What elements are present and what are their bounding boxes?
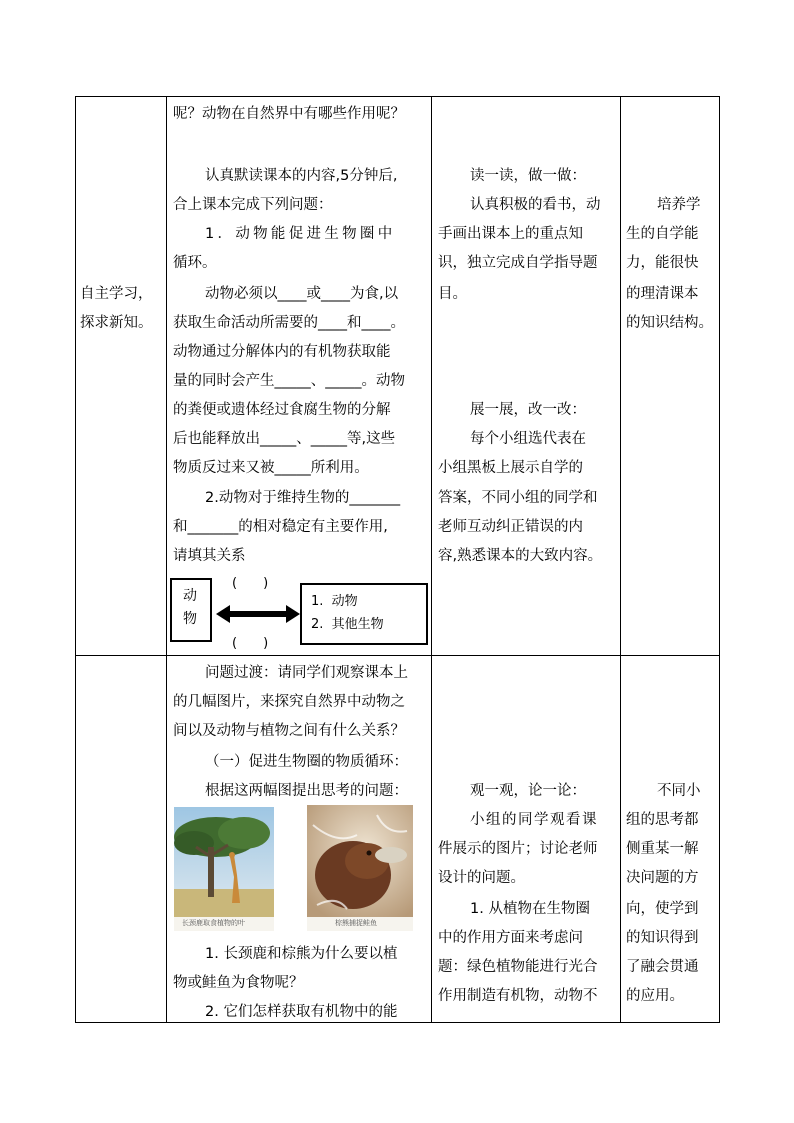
teacher2-t7: 物或鲑鱼为食物呢？ [173,975,304,991]
intent2-i1: 不同小 [657,783,701,799]
question1-l2: 循环。 [173,255,217,271]
question2-l3: 请填其关系 [173,548,246,564]
student2-s3: 件展示的图片；讨论老师 [438,841,598,857]
intent-l2: 生的自学能 [626,226,699,242]
student-b3: 小组黑板上展示自学的 [438,460,583,476]
bear-photo [307,805,413,931]
student-a5: 目。 [438,286,467,302]
table-border-left [75,96,76,1022]
teacher2-t4: （一）促进生物圈的物质循环： [205,754,408,770]
student2-s6: 中的作用方面来考虑问 [438,930,583,946]
student2-s2: 小组的同学观看课 [470,812,598,828]
teacher-text-top: 呢？动物在自然界中有哪些作用呢？ [173,106,405,122]
para1-l3: 动物通过分解体内的有机物获取能 [173,344,391,360]
student2-s5: 1. 从植物在生物圈 [470,901,590,917]
diagram-paren-top: ( ) [232,576,269,591]
intent-l4: 的理清课本 [626,286,699,302]
teacher2-t6: 1. 长颈鹿和棕熊为什么要以植 [205,946,398,962]
bear-image-icon [307,805,413,931]
teacher2-t8: 2. 它们怎样获取有机物中的能 [205,1004,398,1020]
student-b6: 容,熟悉课本的大致内容。 [438,548,603,564]
intent2-i8: 的应用。 [626,988,684,1004]
intent-l1: 培养学 [657,197,701,213]
table-border-top [75,96,720,97]
teacher-intro-l1: 认真默读课本的内容,5分钟后, [205,168,398,184]
student2-s1: 观一观，论一论： [470,783,586,799]
table-col-divider-1 [166,96,167,1022]
giraffe-image-icon [174,807,274,931]
para1-l7: 物质反过来又被_____所利用。 [173,460,369,476]
para1-l4: 量的同时会产生_____、_____。动物 [173,373,405,389]
row-label-line1: 自主学习， [80,286,153,302]
teacher-intro-l2: 合上课本完成下列问题： [173,197,333,213]
student2-s8: 作用制造有机物，动物不 [438,988,598,1004]
diagram-item-1: 1. 动物 [311,594,358,609]
question1-l1: 1．动物能促进生物圈中 [205,226,396,242]
intent-l3: 力，能很快 [626,255,699,271]
intent-l5: 的知识结构。 [626,315,713,331]
giraffe-caption: 长颈鹿取食植物的叶 [182,919,245,927]
para1-l2: 获取生命活动所需要的____和____。 [173,315,405,331]
diagram-paren-bottom: ( ) [232,636,269,651]
row-label-line2: 探求新知。 [80,315,153,331]
intent2-i5: 向，使学到 [626,901,699,917]
student-b2: 每个小组选代表在 [470,431,586,447]
intent2-i7: 了融会贯通 [626,959,699,975]
teacher2-t2: 的几幅图片，来探究自然界中动物之 [173,694,405,710]
para1-l6: 后也能释放出_____、_____等,这些 [173,431,396,447]
teacher2-t3: 间以及动物与植物之间有什么关系？ [173,723,405,739]
student2-s4: 设计的问题。 [438,870,525,886]
student-b1: 展一展，改一改： [470,402,586,418]
student-a1: 读一读，做一做： [470,168,586,184]
question2-l1: 2.动物对于维持生物的_______ [205,490,401,506]
table-border-right [719,96,720,1022]
teacher2-t5: 根据这两幅图提出思考的问题： [205,783,408,799]
question2-l2: 和_______的相对稳定有主要作用, [173,519,388,535]
student-a4: 识，独立完成自学指导题 [438,255,598,271]
bear-caption: 棕熊捕捉鲑鱼 [335,919,377,927]
teacher2-t1: 问题过渡：请同学们观察课本上 [205,665,408,681]
double-arrow-icon [216,605,300,623]
table-row-divider [75,655,720,656]
diagram-animal-label-l1: 动 [183,588,197,604]
table-col-divider-2 [431,96,432,1022]
intent2-i4: 决问题的方 [626,870,699,886]
student2-s7: 题：绿色植物能进行光合 [438,959,598,975]
student-a2: 认真积极的看书，动 [470,197,601,213]
diagram-animal-label-l2: 物 [183,611,197,627]
para1-l1: 动物必须以____或____为食,以 [205,286,399,302]
intent2-i2: 组的思考都 [626,812,699,828]
intent2-i6: 的知识得到 [626,930,699,946]
student-b4: 答案，不同小组的同学和 [438,490,598,506]
student-b5: 老师互动纠正错误的内 [438,519,583,535]
para1-l5: 的粪便或遗体经过食腐生物的分解 [173,402,391,418]
table-col-divider-3 [620,96,621,1022]
table-border-bottom [75,1022,720,1023]
student-a3: 手画出课本上的重点知 [438,226,583,242]
intent2-i3: 侧重某一解 [626,841,699,857]
diagram-item-2: 2. 其他生物 [311,617,384,632]
giraffe-photo [174,807,274,931]
